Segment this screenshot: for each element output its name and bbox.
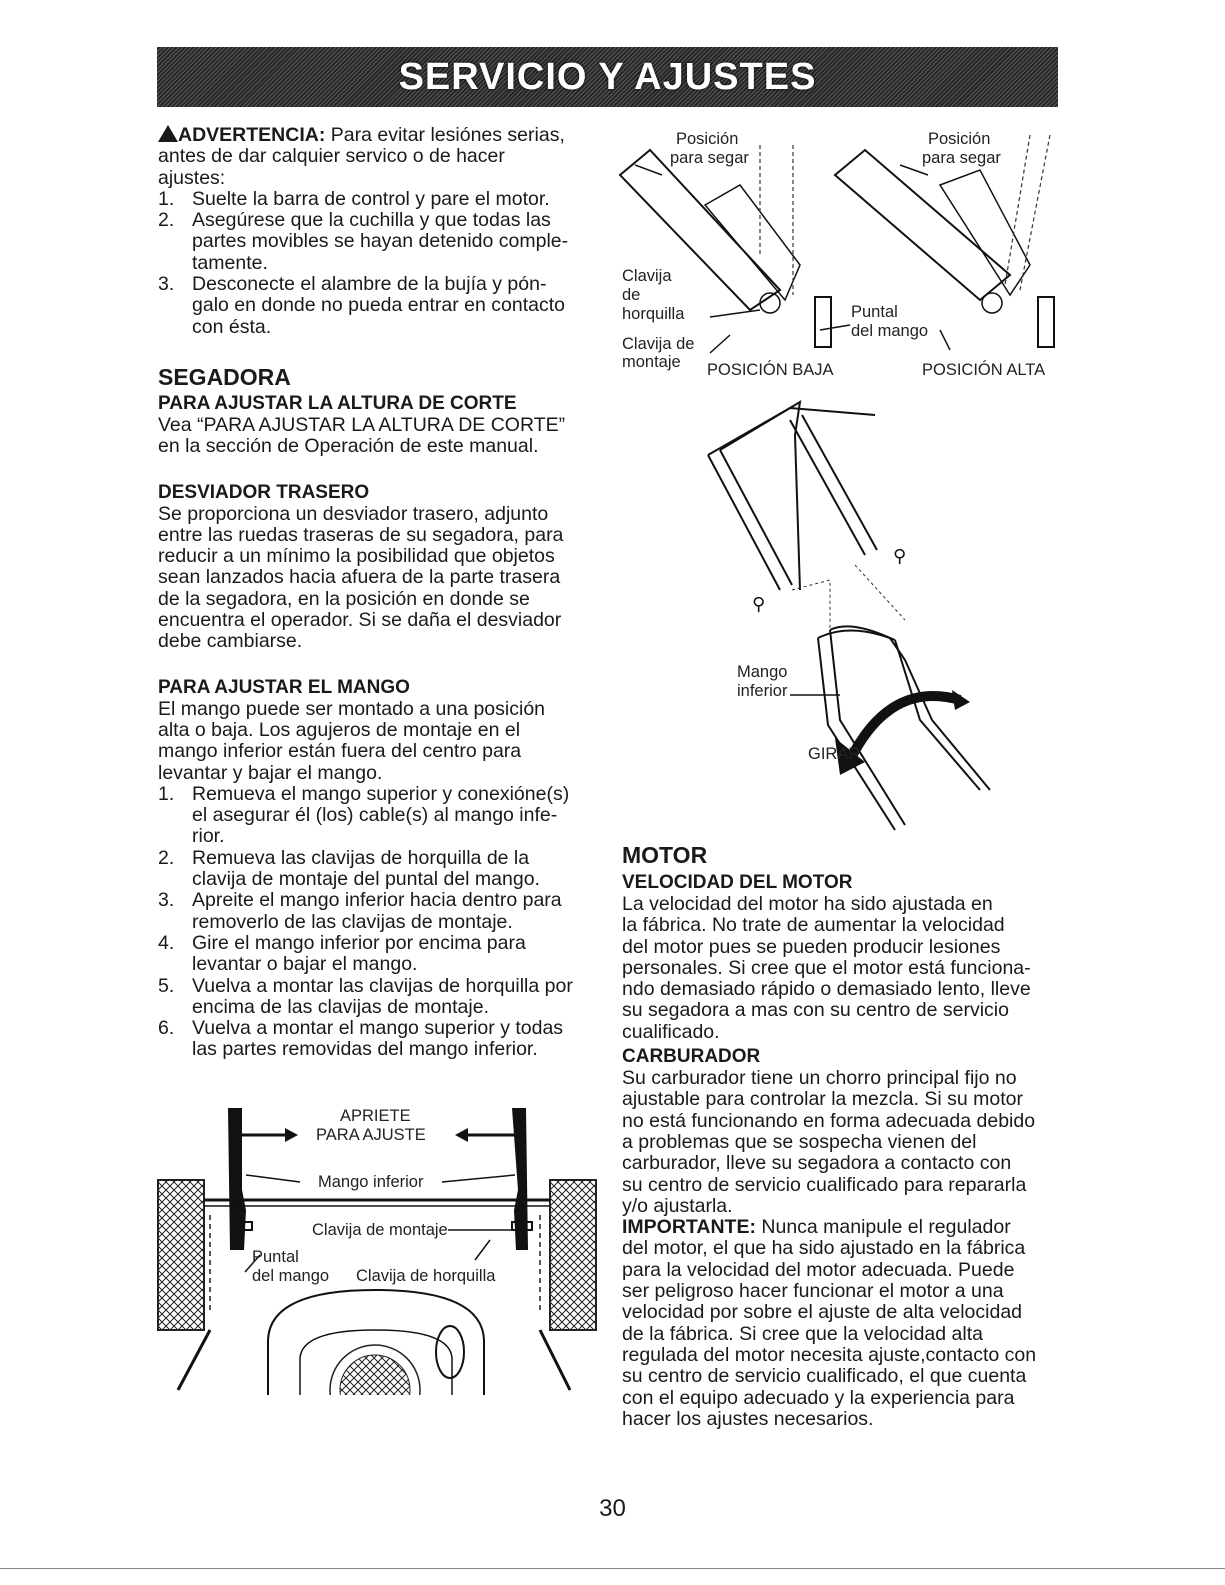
text-line: regulada del motor necesita ajuste,contacto con: [622, 1343, 1037, 1366]
label-puntal-top: Puntal: [851, 303, 898, 321]
text-line: de la fábrica. Si cree que la velocidad alta: [622, 1322, 983, 1345]
bottom-rule: [0, 1568, 1225, 1569]
text-line: Vea “PARA AJUSTAR LA ALTURA DE CORTE”: [158, 413, 566, 436]
label-girar: GIRAR: [808, 745, 861, 763]
label-clavija-montaje: Clavija de montaje: [312, 1221, 448, 1239]
label-del-mango-top: del mango: [851, 322, 929, 340]
step-item: [158, 890, 598, 933]
step-item: [158, 784, 598, 848]
text-line: mango inferior están fuera del centro para: [158, 740, 522, 763]
step-text-line: rior.: [192, 825, 225, 848]
step-text-line: Desconecte el alambre de la bujía y pón-: [192, 273, 547, 296]
step-item: [158, 1018, 598, 1061]
label-mango-inferior: Mango inferior: [318, 1173, 424, 1191]
step-text-line: partes movibles se hayan detenido comple-: [192, 230, 569, 253]
label-clavija-2: de: [622, 286, 641, 304]
step-item: [158, 210, 598, 274]
step-number: 2.: [158, 209, 175, 232]
label-posicion-alta: POSICIÓN ALTA: [922, 361, 1046, 379]
velocidad-text: [622, 894, 1072, 1043]
step-text-line: Apreite el mango inferior hacia dentro para: [192, 889, 562, 912]
step-text-line: Remueva el mango superior y conexióne(s): [192, 782, 570, 805]
section-banner: [157, 47, 1058, 107]
text-line: encuentra el operador. Si se daña el desviador: [158, 609, 562, 632]
step-text-line: Suelte la barra de control y pare el motor.: [192, 187, 550, 210]
step-text-line: el asegurar él (los) cable(s) al mango infe-: [192, 804, 558, 827]
mango-steps: [158, 784, 598, 1061]
carburador-title: CARBURADOR: [622, 1046, 761, 1068]
text-line: ser peligroso hacer funcionar el motor a una: [622, 1280, 1004, 1303]
text-line: su centro de servicio cualificado para repararla: [622, 1173, 1027, 1196]
warning-steps: [158, 189, 598, 338]
label-mango: Mango: [737, 663, 788, 681]
label-clavija-3: horquilla: [622, 305, 685, 323]
step-text-line: encima de las clavijas de montaje.: [192, 995, 489, 1018]
page-number: 30: [599, 1495, 626, 1522]
step-text-line: Asegúrese que la cuchilla y que todas las: [192, 209, 551, 232]
step-number: 1.: [158, 187, 175, 210]
handle-rotate-diagram: [690, 390, 1020, 840]
step-number: 5.: [158, 974, 175, 997]
step-number: 3.: [158, 273, 175, 296]
text-line: velocidad por sobre el ajuste de alta velocidad: [622, 1301, 1023, 1324]
step-text-line: las partes removidas del mango inferior.: [192, 1038, 538, 1061]
warning-label: ADVERTENCIA:: [178, 124, 326, 146]
step-item: [158, 189, 598, 210]
label-clavija-de: Clavija de: [622, 335, 695, 353]
text-line: La velocidad del motor ha sido ajustada en: [622, 893, 993, 915]
carburador-text: [622, 1068, 1072, 1217]
text-line: del motor, el que ha sido ajustado en la fábrica: [622, 1237, 1026, 1260]
altura-title: PARA AJUSTAR LA ALTURA DE CORTE: [158, 392, 517, 414]
importante-label: IMPORTANTE:: [622, 1216, 756, 1239]
label-clavija-horquilla: Clavija de horquilla: [356, 1267, 496, 1285]
segadora-title: SEGADORA: [158, 363, 291, 390]
text-line: y/o ajustarla.: [622, 1194, 733, 1217]
text-line: cualificado.: [622, 1020, 720, 1043]
label-para-segar-2: para segar: [922, 149, 1001, 167]
motor-title: MOTOR: [622, 842, 708, 868]
label-posicion-2: Posición: [928, 130, 991, 148]
mango-title: PARA AJUSTAR EL MANGO: [158, 676, 410, 698]
text-line: para la velocidad del motor adecuada. Puede: [622, 1258, 1015, 1281]
text-line: del motor pues se pueden producir lesiones: [622, 935, 1001, 958]
desviador-title: DESVIADOR TRASERO: [158, 481, 370, 503]
step-text-line: removerlo de las clavijas de montaje.: [192, 910, 513, 933]
text-line: a problemas que se sospecha vienen del: [622, 1130, 977, 1153]
text-line: personales. Si cree que el motor está funciona-: [622, 956, 1031, 979]
velocidad-title: VELOCIDAD DEL MOTOR: [622, 872, 853, 893]
mango-text: [158, 699, 598, 784]
step-text-line: tamente.: [192, 251, 268, 274]
text-line: su segadora a mas con su centro de servicio: [622, 999, 1009, 1022]
text-line: Su carburador tiene un chorro principal fijo no: [622, 1067, 1017, 1090]
step-item: [158, 848, 598, 891]
warning-text-2: antes de dar calquier servico o de hacer: [158, 145, 505, 168]
step-text-line: Remueva las clavijas de horquilla de la: [192, 846, 530, 869]
text-line: no está funcionando en forma adecuada debido: [622, 1109, 1036, 1132]
text-line: la fábrica. No trate de aumentar la velocidad: [622, 914, 1005, 937]
text-line: El mango puede ser montado a una posición: [158, 697, 546, 720]
step-text-line: Vuelva a montar las clavijas de horquilla por: [192, 974, 573, 997]
text-line: sean lanzados hacia afuera de la parte trasera: [158, 566, 561, 589]
step-number: 4.: [158, 931, 175, 954]
right-column: [622, 842, 1072, 1430]
step-item: [158, 976, 598, 1019]
svg-text:⚲: ⚲: [752, 594, 766, 615]
label-para-ajuste: PARA AJUSTE: [316, 1126, 426, 1144]
label-posicion-1: Posición: [676, 130, 739, 148]
text-line: su centro de servicio cualificado, el que cuenta: [622, 1365, 1027, 1388]
text-line: ndo demasiado rápido o demasiado lento, lleve: [622, 978, 1031, 1001]
step-number: 2.: [158, 846, 175, 869]
label-puntal: Puntal: [252, 1248, 299, 1266]
warning-text-3: ajustes:: [158, 166, 226, 189]
warning-paragraph: [158, 124, 598, 189]
label-apriete: APRIETE: [340, 1107, 411, 1125]
step-number: 1.: [158, 782, 175, 805]
text-line: ajustable para controlar la mezcla. Si su motor: [622, 1088, 1024, 1111]
step-text-line: con ésta.: [192, 315, 272, 338]
importante-first: Nunca manipule el regulador: [755, 1216, 1011, 1239]
text-line: hacer los ajustes necesarios.: [622, 1407, 874, 1430]
text-line: en la sección de Operación de este manual.: [158, 435, 539, 458]
warning-triangle-icon: [158, 125, 178, 142]
svg-text:⚲: ⚲: [893, 546, 907, 567]
importante-paragraph: [622, 1217, 1072, 1430]
step-text-line: Gire el mango inferior por encima para: [192, 931, 526, 954]
warning-text-1: Para evitar lesiónes serias,: [325, 124, 565, 146]
step-item: [158, 933, 598, 976]
text-line: levantar y bajar el mango.: [158, 761, 383, 784]
text-line: alta o baja. Los agujeros de montaje en el: [158, 718, 521, 741]
label-montaje: montaje: [622, 353, 681, 371]
step-text-line: Vuelva a montar el mango superior y todas: [192, 1017, 564, 1040]
banner-title: SERVICIO Y AJUSTES: [398, 55, 817, 98]
step-number: 3.: [158, 889, 175, 912]
label-para-segar-1: para segar: [670, 149, 749, 167]
text-line: con el equipo adecuado y la experiencia para: [622, 1386, 1015, 1409]
text-line: debe cambiarse.: [158, 630, 303, 653]
step-item: [158, 274, 598, 338]
step-text-line: clavija de montaje del puntal del mango.: [192, 868, 540, 891]
text-line: carburador, lleve su segadora a contacto con: [622, 1152, 1012, 1175]
text-line: Se proporciona un desviador trasero, adjunto: [158, 502, 549, 525]
text-line: entre las ruedas traseras de su segadora, para: [158, 523, 564, 546]
label-del-mango: del mango: [252, 1267, 330, 1285]
altura-text: [158, 415, 598, 458]
label-inferior: inferior: [737, 682, 788, 700]
desviador-text: [158, 504, 598, 653]
step-number: 6.: [158, 1017, 175, 1040]
label-clavija-1: Clavija: [622, 267, 672, 285]
left-column: [158, 124, 598, 1061]
label-posicion-baja: POSICIÓN BAJA: [707, 361, 834, 379]
step-text-line: galo en donde no pueda entrar en contacto: [192, 294, 565, 317]
step-text-line: levantar o bajar el mango.: [192, 953, 418, 976]
text-line: de la segadora, en la posición en donde se: [158, 587, 530, 610]
text-line: reducir a un mínimo la posibilidad que objetos: [158, 545, 555, 568]
